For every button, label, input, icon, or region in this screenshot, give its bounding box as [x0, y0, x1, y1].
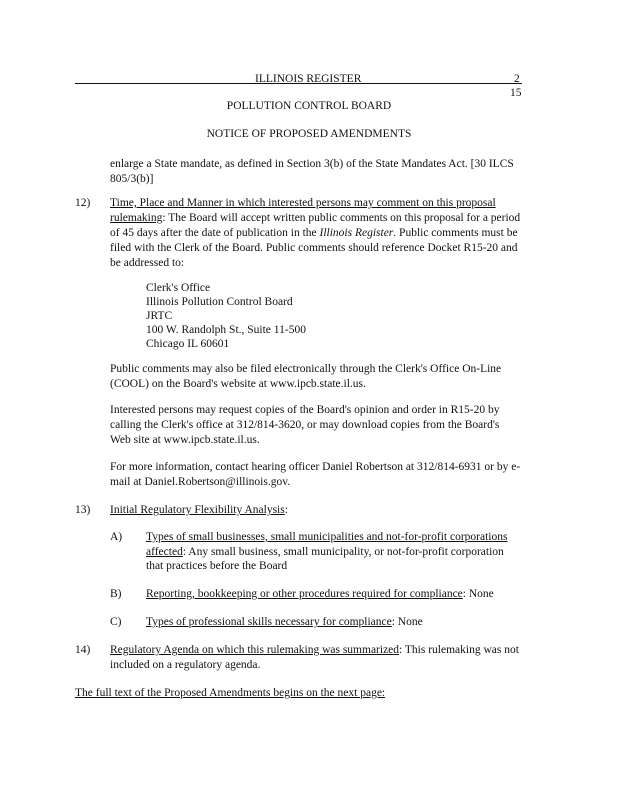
- board-name: POLLUTION CONTROL BOARD: [226, 100, 392, 112]
- item-14-text: : This rulemaking was not: [399, 644, 519, 656]
- item-14-line-2: included on a regulatory agenda.: [110, 659, 261, 671]
- item-13c-label: C): [110, 616, 122, 628]
- item-12-line-4: filed with the Clerk of the Board. Public comments should reference Docket R15-20 and: [110, 242, 518, 254]
- address-line: Illinois Pollution Control Board: [146, 296, 293, 308]
- register-title: ILLINOIS REGISTER: [255, 73, 362, 85]
- item-13b-heading: Reporting, bookkeeping or other procedures required for compliance: [146, 588, 463, 600]
- cool-line-1: Public comments may also be filed electronically through the Clerk's Office On-Line: [110, 363, 502, 375]
- address-line: Chicago IL 60601: [146, 338, 230, 350]
- copies-line-3: Web site at www.ipcb.state.il.us.: [110, 434, 260, 446]
- contact-line-2: mail at Daniel.Robertson@illinois.gov.: [110, 476, 291, 488]
- sub-number: 15: [510, 87, 522, 99]
- address-line: Clerk's Office: [146, 282, 211, 294]
- item-12-heading-end: rulemaking: [110, 212, 163, 224]
- contact-line-1: For more information, contact hearing officer Daniel Robertson at 312/814-6931 or by e-: [110, 461, 521, 473]
- item-13c-text: : None: [391, 616, 423, 628]
- item-13c-line: [146, 615, 423, 629]
- intro-line-2: 805/3(b)]: [110, 173, 154, 185]
- item-13a-text: : Any small business, small municipality, or not-for-profit corporation: [182, 546, 504, 558]
- copies-line-1: Interested persons may request copies of the Board's opinion and order in R15-20 by: [110, 404, 500, 416]
- item-12-line-3a: of 45 days after the date of publication in the: [110, 227, 317, 239]
- item-13c-heading: Types of professional skills necessary for compliance: [146, 616, 392, 628]
- item-13-heading: Initial Regulatory Flexibility Analysis: [110, 504, 285, 516]
- item-13a-heading-end: affected: [146, 546, 183, 558]
- item-13-heading-line: [110, 503, 288, 517]
- illinois-register-italic: Illinois Register: [319, 227, 394, 239]
- item-13a-line-1: [146, 530, 507, 544]
- copies-line-2: calling the Clerk's office at 312/814-3620, or may download copies from the Board's: [110, 419, 500, 431]
- item-12-line-1: [110, 196, 496, 210]
- item-14-number: 14): [75, 644, 91, 656]
- notice-title: NOTICE OF PROPOSED AMENDMENTS: [206, 128, 412, 140]
- full-text-notice: The full text of the Proposed Amendments begins on the next page:: [75, 687, 386, 699]
- item-12-number: 12): [75, 197, 91, 209]
- item-12-line-3: [110, 226, 518, 240]
- address-line: 100 W. Randolph St., Suite 11-500: [146, 324, 306, 336]
- item-13a-line-3: that practices before the Board: [146, 560, 288, 572]
- item-13a-heading: Types of small businesses, small municipalities and not-for-profit corporations: [146, 531, 508, 543]
- item-13b-label: B): [110, 588, 122, 600]
- item-12-line-5: be addressed to:: [110, 257, 185, 269]
- item-13a-label: A): [110, 531, 123, 543]
- item-13-colon: :: [284, 504, 288, 516]
- item-14-line-1: [110, 643, 519, 657]
- item-13b-text: : None: [462, 588, 494, 600]
- address-line: JRTC: [146, 310, 173, 322]
- item-13-number: 13): [75, 504, 91, 516]
- item-13a-line-2: [146, 545, 504, 559]
- intro-line-1: enlarge a State mandate, as defined in Section 3(b) of the State Mandates Act. [30 ILCS: [110, 158, 514, 170]
- item-14-heading: Regulatory Agenda on which this rulemaking was summarized: [110, 644, 400, 656]
- item-13b-line: [146, 587, 494, 601]
- page-number: 2: [514, 73, 520, 85]
- item-12-line-3b: . Public comments must be: [393, 227, 518, 239]
- cool-line-2: (COOL) on the Board's website at www.ipcb.state.il.us.: [110, 378, 366, 390]
- item-12-line-2: [110, 211, 520, 225]
- item-12-heading: Time, Place and Manner in which interested persons may comment on this proposal: [110, 197, 496, 209]
- item-12-text: : The Board will accept written public comments on this proposal for a period: [162, 212, 521, 224]
